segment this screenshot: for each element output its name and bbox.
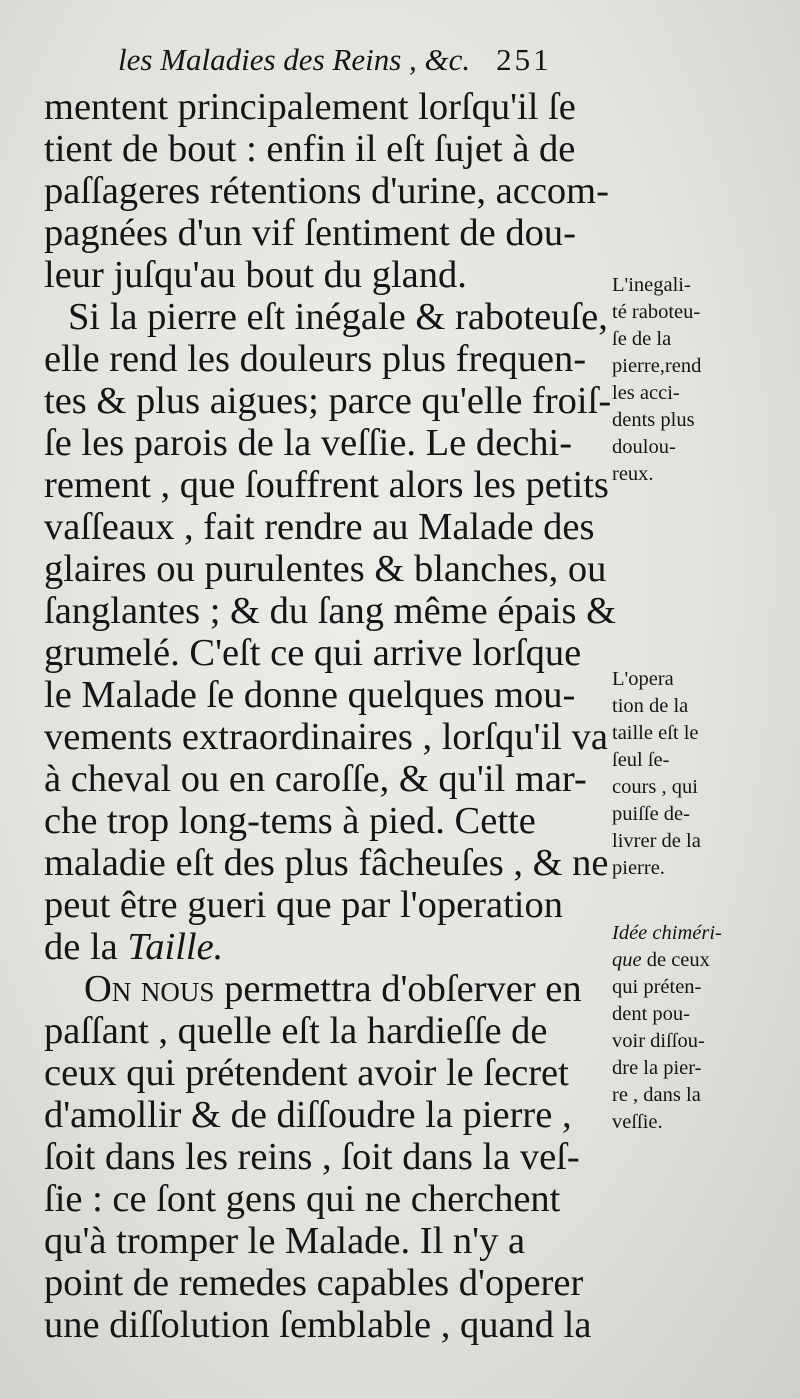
margin-note-line: livrer de la <box>612 830 701 852</box>
text-line: mentent principalement lorſqu'il ſe <box>44 86 576 128</box>
text-line: leur juſqu'au bout du gland. <box>44 254 467 296</box>
text-line: tient de bout : enfin il eſt ſujet à de <box>44 128 576 170</box>
margin-note-line: voir diſſou- <box>612 1030 705 1052</box>
margin-note-line: re , dans la <box>612 1084 701 1106</box>
margin-note-line: doulou- <box>612 436 676 458</box>
text-line <box>44 926 604 968</box>
margin-note-line: pierre. <box>612 857 665 879</box>
text-segment: permettra d'obſerver en <box>224 968 582 1010</box>
paragraph-start-line: Si la pierre eſt inégale & raboteuſe, <box>68 296 608 338</box>
text-line: point de remedes capables d'operer <box>44 1262 584 1304</box>
text-line: maladie eſt des plus fâcheuſes , & ne <box>44 842 609 884</box>
text-line: pagnées d'un vif ſentiment de dou- <box>44 212 576 254</box>
text-line: ceux qui prétendent avoir le ſecret <box>44 1052 569 1094</box>
margin-note-italic-line: Idée chiméri- <box>612 922 722 944</box>
italic-word: que <box>612 949 642 971</box>
margin-note-line: puiſſe de- <box>612 803 690 825</box>
text-line: ſe les parois de la veſſie. Le dechi- <box>44 422 573 464</box>
text-line: d'amollir & de diſſoudre la pierre , <box>44 1094 572 1136</box>
margin-note <box>612 666 762 882</box>
margin-note-line: L'opera <box>612 668 674 690</box>
paragraph-start-line <box>44 968 604 1010</box>
text-segment: de ceux <box>641 949 710 971</box>
margin-note-line: té raboteu- <box>612 301 701 323</box>
text-line: ſie : ce ſont gens qui ne cherchent <box>44 1178 561 1220</box>
text-line: grumelé. C'eſt ce qui arrive lorſque <box>44 632 582 674</box>
text-line: une diſſolution ſemblable , quand la <box>44 1304 592 1346</box>
text-line: peut être gueri que par l'operation <box>44 884 563 926</box>
margin-note-line: dents plus <box>612 409 695 431</box>
margin-note-line: pierre,rend <box>612 355 702 377</box>
margin-note-line: reux. <box>612 463 654 485</box>
text-line: vaſſeaux , fait rendre au Malade des <box>44 506 595 548</box>
margin-note-line: ſeul ſe- <box>612 749 670 771</box>
margin-note-line: tion de la <box>612 695 689 717</box>
running-header <box>118 42 552 78</box>
margin-note-line: L'inegali- <box>612 274 691 296</box>
margin-note-line: dre la pier- <box>612 1057 702 1079</box>
text-line: vements extraordinaires , lorſqu'il va <box>44 716 608 758</box>
text-line: che trop long-tems à pied. Cette <box>44 800 536 842</box>
text-line: à cheval ou en caroſſe, & qu'il mar- <box>44 758 587 800</box>
margin-note <box>612 920 762 1136</box>
body-text <box>44 86 617 1346</box>
text-line: rement , que ſouffrent alors les petits <box>44 464 609 506</box>
margin-note-line <box>612 947 762 974</box>
margin-note-line: les acci- <box>612 382 680 404</box>
text-line: paſſant , quelle eſt la hardieſſe de <box>44 1010 548 1052</box>
text-line: paſſageres rétentions d'urine, accom- <box>44 170 609 212</box>
text-line: ſanglantes ; & du ſang même épais & <box>44 590 617 632</box>
italic-term: Taille. <box>127 926 224 968</box>
margin-note-line: veſſie. <box>612 1111 663 1133</box>
text-line: ſoit dans les reins , ſoit dans la veſ- <box>44 1136 580 1178</box>
margin-note-line: ſe de la <box>612 328 672 350</box>
text-line: le Malade ſe donne quelques mou- <box>44 674 576 716</box>
margin-note-line: qui préten- <box>612 976 702 998</box>
margin-note-line: taille eſt le <box>612 722 699 744</box>
page-number: 251 <box>496 42 552 77</box>
margin-note <box>612 272 762 488</box>
running-title: les Maladies des Reins , &c. <box>118 42 471 77</box>
text-line: qu'à tromper le Malade. Il n'y a <box>44 1220 526 1262</box>
text-line: glaires ou purulentes & blanches, ou <box>44 548 607 590</box>
text-line: elle rend les douleurs plus frequen- <box>44 338 587 380</box>
margin-note-line: cours , qui <box>612 776 698 798</box>
small-caps-opening: On nous <box>84 968 215 1010</box>
text-segment: de la <box>44 926 118 968</box>
margin-note-line: dent pou- <box>612 1003 690 1025</box>
text-line: tes & plus aigues; parce qu'elle froiſ- <box>44 380 612 422</box>
